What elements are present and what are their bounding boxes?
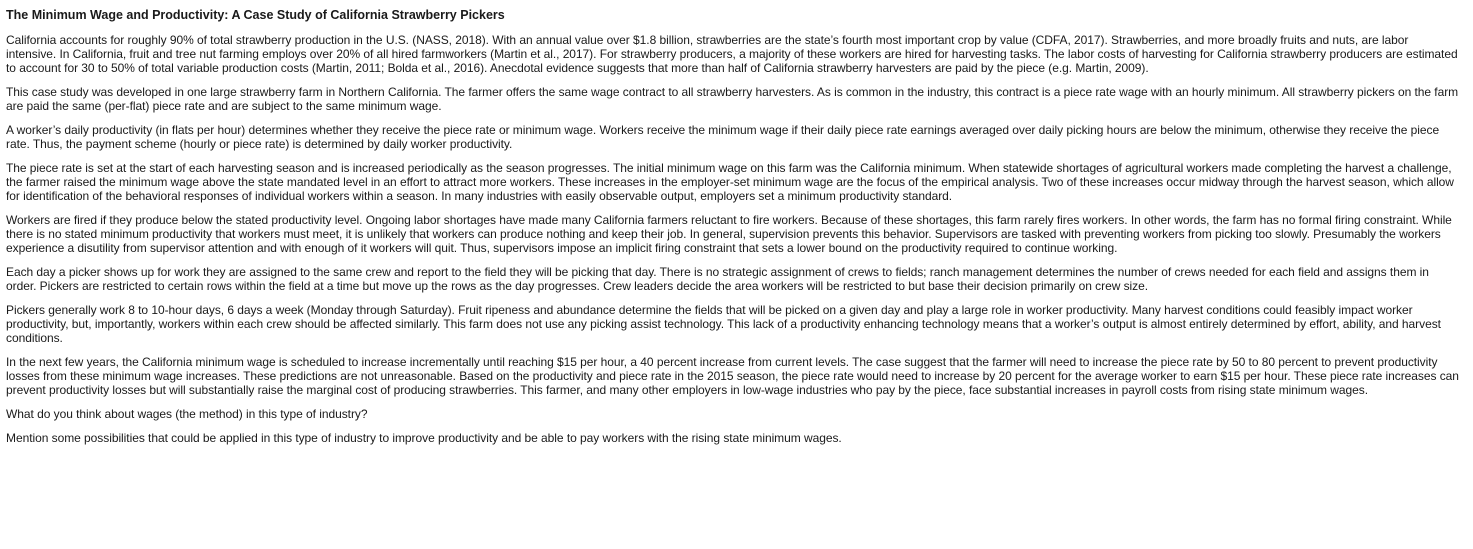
document-title: The Minimum Wage and Productivity: A Case Study of California Strawberry Pickers	[6, 8, 505, 22]
question-productivity-possibilities: Mention some possibilities that could be applied in this type of industry to improve productivity and be able to pay workers with the rising state minimum wages.	[6, 431, 842, 445]
paragraph-farm-description: This case study was developed in one large strawberry farm in Northern California. The farmer offers the same wage contract to all strawberry harvesters. As is common in the industry, this contract is a piece rate wage with an hourly minimum. All strawberry pickers on the farm are paid the same (per-flat) piece rate and are subject to the same minimum wage.	[6, 85, 1459, 113]
paragraph-production-overview: California accounts for roughly 90% of total strawberry production in the U.S. (NASS, 2018). With an annual value over $1.8 billion, strawberries are the state’s fourth most important crop by value (CDFA, 2017). Strawberries, and more broadly fruits and nuts, are labor intensive. In California, fruit and tree nut farming employs over 20% of all hired farmworkers (Martin et al., 2017). For strawberry producers, a majority of these workers are hired for harvesting tasks. The labor costs of harvesting for California strawberry producers are estimated to account for 30 to 50% of total variable production costs (Martin, 2011; Bolda et al., 2016). Anecdotal evidence suggests that more than half of California strawberry harvesters are paid by the piece (e.g. Martin, 2009).	[6, 33, 1458, 75]
paragraph-daily-productivity: A worker’s daily productivity (in flats per hour) determines whether they receive the piece rate or minimum wage. Workers receive the minimum wage if their daily piece rate earnings averaged over daily picking hours are below the minimum, otherwise they receive the piece rate. Thus, the payment scheme (hourly or piece rate) is determined by daily worker productivity.	[6, 123, 1440, 151]
paragraph-piece-rate: The piece rate is set at the start of each harvesting season and is increased periodically as the season progresses. The initial minimum wage on this farm was the California minimum. When statewide shortages of agricultural workers made completing the harvest a challenge, the farmer raised the minimum wage above the state mandated level in an effort to attract more workers. These increases in the employer-set minimum wage are the focus of the empirical analysis. Two of these increases occur midway through the harvest season, which allow for identification of the behavioral responses of individual workers within a season. In many industries with easily observable output, employers set a minimum productivity standard.	[6, 161, 1454, 203]
paragraph-firing-constraint: Workers are fired if they produce below the stated productivity level. Ongoing labor shortages have made many California farmers reluctant to fire workers. Because of these shortages, this farm rarely fires workers. In other words, the farm has no formal firing constraint. While there is no stated minimum productivity that workers must meet, it is unlikely that workers can produce nothing and keep their job. In general, supervision prevents this behavior. Supervisors are tasked with preventing workers from picking too slowly. Presumably the workers experience a disutility from supervisor attention and with enough of it workers will quit. Thus, supervisors impose an implicit firing constraint that sets a lower bound on the productivity required to continue working.	[6, 213, 1452, 255]
paragraph-crew-assignment: Each day a picker shows up for work they are assigned to the same crew and report to the field they will be picking that day. There is no strategic assignment of crews to fields; ranch management determines the number of crews needed for each field and assigns them in order. Pickers are restricted to certain rows within the field at a time but move up the rows as the day progresses. Crew leaders decide the area workers will be restricted to but base their decision primarily on crew size.	[6, 265, 1429, 293]
paragraph-minimum-wage-outlook: In the next few years, the California minimum wage is scheduled to increase incrementally until reaching $15 per hour, a 40 percent increase from current levels. The case suggest that the farmer will need to increase the piece rate by 50 to 80 percent to prevent productivity losses from these minimum wage increases. These predictions are not unreasonable. Based on the productivity and piece rate in the 2015 season, the piece rate would need to increase by 20 percent for the average worker to earn $15 per hour. These piece rate increases can prevent productivity losses but will substantially raise the marginal cost of producing strawberries. This farmer, and many other employers in low-wage industries who pay by the piece, face substantial increases in payroll costs from rising state minimum wages.	[6, 355, 1459, 397]
paragraph-work-schedule: Pickers generally work 8 to 10-hour days, 6 days a week (Monday through Saturday). Fruit ripeness and abundance determine the fields that will be picked on a given day and play a large role in worker productivity. Many harvest conditions could feasibly impact worker productivity, but, importantly, workers within each crew should be affected similarly. This farm does not use any picking assist technology. This lack of a productivity enhancing technology means that a worker’s output is almost entirely determined by effort, ability, and harvest conditions.	[6, 303, 1441, 345]
question-wages-method: What do you think about wages (the method) in this type of industry?	[6, 407, 368, 421]
